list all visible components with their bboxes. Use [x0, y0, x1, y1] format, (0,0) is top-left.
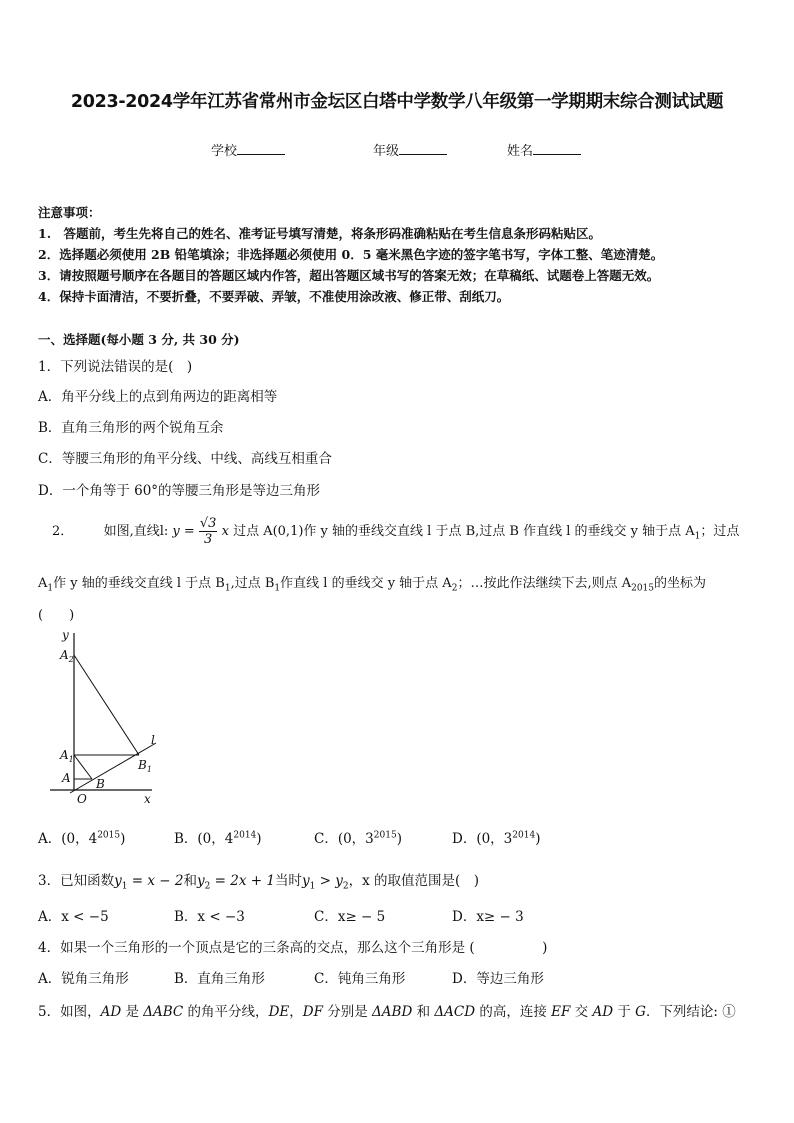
q2-text: ；…按此作法继续下去,则点 A	[457, 576, 632, 591]
label-l: l	[151, 733, 155, 747]
name-field[interactable]	[507, 140, 581, 159]
q5-text: ，	[289, 1004, 303, 1020]
q3-option-a[interactable]: A．x < −5	[38, 909, 109, 925]
option-exponent: 2014	[512, 830, 536, 841]
q5-math: DF	[302, 1004, 323, 1020]
q3-text: ，x 的取值范围是( )	[348, 873, 480, 889]
option-text: )	[256, 831, 262, 847]
label-B1: $B_1$	[138, 758, 152, 774]
q5-math: ΔACD	[434, 1004, 476, 1020]
q2-number: 2．	[52, 524, 74, 539]
option-text: B．(0，4	[174, 831, 234, 847]
q1-option-a[interactable]: A．角平分线上的点到角两边的距离相等	[38, 389, 278, 405]
q2-post-end: ；过点	[700, 524, 740, 539]
q1-stem: 1．下列说法错误的是( )	[38, 359, 193, 375]
segment-BA1	[74, 755, 92, 779]
option-exponent: 2014	[233, 830, 257, 841]
q5-math: AD	[100, 1004, 122, 1020]
q2-eq-x: x	[221, 524, 229, 539]
option-exponent: 2015	[373, 830, 397, 841]
q3-var: y	[196, 873, 205, 889]
grade-label: 年级	[373, 144, 400, 159]
option-text: )	[120, 831, 126, 847]
note-item: 1. 答题前，考生先将自己的姓名、准考证号填写清楚，将条形码准确粘贴在考生信息条形码粘贴区。	[38, 226, 602, 241]
q5-math: G	[635, 1004, 646, 1020]
q3-var: y	[114, 873, 122, 889]
q5-text: 交	[570, 1004, 593, 1020]
q2-post: 过点 A(0,1)作 y 轴的垂线交直线 l 于点 B,过点 B 作直线 l 的垂线交 y 轴于点 A	[228, 524, 695, 539]
label-x: x	[144, 792, 151, 806]
q3-eq: = 2x + 1	[210, 873, 275, 889]
option-exponent: 2015	[97, 830, 121, 841]
q4-option-c[interactable]: C．钝角三角形	[314, 971, 406, 987]
q4-stem: 4．如果一个三角形的一个顶点是它的三条高的交点，那么这个三角形是 ( )	[38, 940, 548, 956]
q2-fraction	[199, 517, 218, 546]
q2-frac-num: √3	[199, 516, 217, 531]
note-item: 3．请按照题号顺序在各题目的答题区域内作答，超出答题区域书写的答案无效；在草稿纸、试题卷上答题无效。	[38, 268, 660, 283]
q3-text: 当时	[274, 873, 302, 889]
q5-math: EF	[551, 1004, 571, 1020]
q5-text: 于	[613, 1004, 636, 1020]
q3-stem: 3．已知函数$y_1 = x - 2$和$y_2 = 2x + 1$当时$y_1 > y_2$，x 的取值范围是( )	[38, 873, 480, 892]
school-blank[interactable]	[237, 142, 285, 155]
q2-text: A	[38, 576, 48, 591]
option-text: )	[535, 831, 541, 847]
q3-eq: > y	[315, 873, 343, 889]
q5-text: ．下列结论: ①	[645, 1004, 736, 1020]
q5-text: 5．如图，	[38, 1004, 101, 1020]
q2-sub: 1	[47, 583, 54, 594]
q2-sub: 1	[274, 583, 281, 594]
option-text: D．(0，3	[452, 831, 513, 847]
section-heading: 一、选择题(每小题 3 分, 共 30 分)	[38, 332, 240, 347]
q4-option-d[interactable]: D．等边三角形	[452, 971, 544, 987]
q2-option-c[interactable]	[314, 827, 402, 847]
school-field[interactable]	[211, 140, 285, 159]
q2-frac-den: 3	[204, 532, 213, 547]
q4-option-b[interactable]: B．直角三角形	[174, 971, 265, 987]
option-text: A．(0，4	[38, 831, 98, 847]
q5-text: 是	[121, 1004, 144, 1020]
q2-text: 作 y 轴的垂线交直线 l 于点 B	[53, 576, 225, 591]
q2-answer-paren: ( )	[38, 608, 75, 623]
q2-line1	[52, 517, 739, 546]
q2-sub: 2	[451, 583, 458, 594]
q1-option-d[interactable]: D．一个角等于 60°的等腰三角形是等边三角形	[38, 483, 321, 499]
q3-option-d[interactable]: D．x≥ − 3	[452, 909, 524, 925]
q5-math: ΔABD	[372, 1004, 413, 1020]
label-A1: $A_1$	[60, 748, 74, 764]
q2-option-d[interactable]	[452, 827, 540, 847]
q5-text: 的角平分线，	[183, 1004, 269, 1020]
q2-option-a[interactable]	[38, 827, 125, 847]
q2-text: ,过点 B	[230, 576, 275, 591]
q1-option-b[interactable]: B．直角三角形的两个锐角互余	[38, 420, 224, 436]
q2-pre: 如图,直线l:	[103, 524, 173, 539]
q5-stem	[38, 1000, 736, 1020]
q2-text: 的坐标为	[654, 576, 707, 591]
q3-eq: = x − 2	[127, 873, 184, 889]
grade-field[interactable]	[373, 140, 447, 159]
q3-option-b[interactable]: B．x < −3	[174, 909, 245, 925]
q3-text: 3．已知函数	[38, 873, 115, 889]
q2-line2	[38, 572, 706, 594]
q5-math: ΔABC	[143, 1004, 184, 1020]
label-B: B	[96, 777, 105, 791]
q2-sub: 2015	[631, 583, 654, 594]
q2-sub: 1	[224, 583, 231, 594]
label-y: y	[62, 628, 69, 642]
q2-diagram	[40, 625, 170, 810]
q1-option-c[interactable]: C．等腰三角形的角平分线、中线、高线互相重合	[38, 451, 332, 467]
label-O: O	[77, 792, 87, 806]
q2-text: 作直线 l 的垂线交 y 轴于点 A	[280, 576, 452, 591]
q2-option-b[interactable]	[174, 827, 262, 847]
grade-blank[interactable]	[399, 142, 447, 155]
notes-title: 注意事项：	[38, 205, 101, 220]
note-item: 4．保持卡面清洁，不要折叠，不要弄破、弄皱，不准使用涂改液、修正带、刮纸刀。	[38, 289, 510, 304]
note-item: 2．选择题必须使用 2B 铅笔填涂；非选择题必须使用 0．5 毫米黑色字迹的签字笔书写，字体工整、笔迹清楚。	[38, 247, 664, 262]
q2-eq-y: y =	[172, 524, 195, 539]
q3-option-c[interactable]: C．x≥ − 5	[314, 909, 386, 925]
q3-text: 和	[183, 873, 197, 889]
q5-text: 和	[412, 1004, 435, 1020]
option-text: )	[396, 831, 402, 847]
segment-B1A2	[74, 655, 139, 755]
option-text: C．(0，3	[314, 831, 374, 847]
q5-text: 的高，连接	[475, 1004, 552, 1020]
name-blank[interactable]	[533, 142, 581, 155]
q4-option-a[interactable]: A．锐角三角形	[38, 971, 129, 987]
q2-sub: 1	[694, 531, 701, 542]
q5-text: 分别是	[322, 1004, 373, 1020]
q5-math: AD	[592, 1004, 614, 1020]
label-A2: $A_2$	[60, 648, 74, 664]
name-label: 姓名	[507, 144, 534, 159]
page-title: 2023-2024学年江苏省常州市金坛区白塔中学数学八年级第一学期期末综合测试试题	[70, 92, 724, 112]
school-label: 学校	[211, 144, 238, 159]
q5-math: DE	[268, 1004, 290, 1020]
label-A: A	[62, 771, 71, 785]
